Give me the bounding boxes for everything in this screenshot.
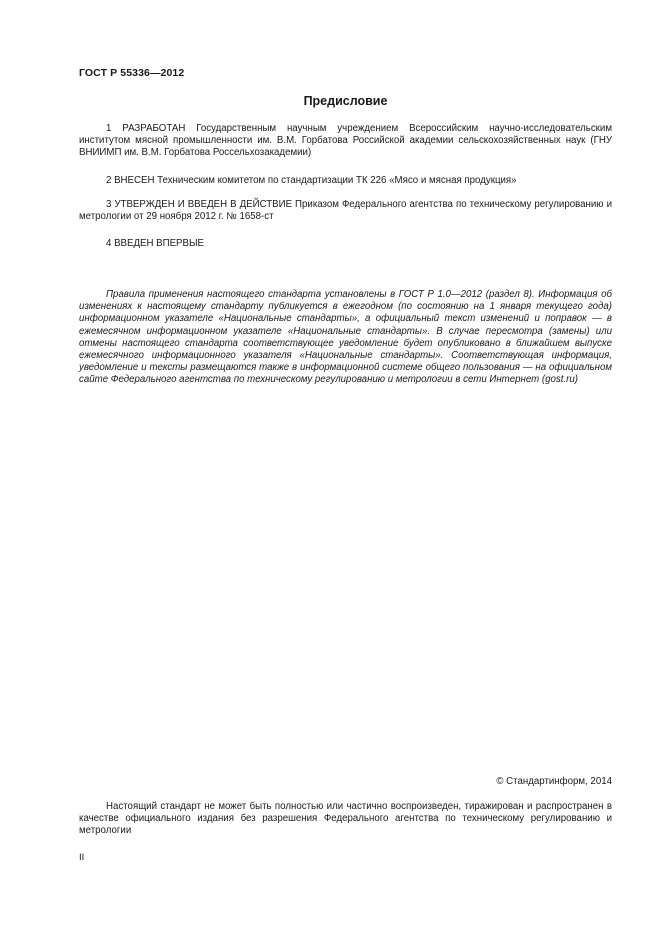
copyright-line: © Стандартинформ, 2014 bbox=[496, 776, 612, 787]
page-number: II bbox=[79, 852, 85, 863]
foreword-item-first-introduced: 4 ВВЕДЕН ВПЕРВЫЕ bbox=[106, 238, 205, 249]
foreword-item-introduced: 2 ВНЕСЕН Техническим комитетом по стандартизации ТК 226 «Мясо и мясная продукция» bbox=[106, 175, 517, 186]
section-title-foreword: Предисловие bbox=[303, 94, 388, 108]
document-code-header: ГОСТ Р 55336—2012 bbox=[79, 67, 185, 79]
reproduction-notice: Настоящий стандарт не может быть полностью или частично воспроизведен, тиражирован и распространен в качестве официального издания без разрешения Федерального агентства по техническому регулированию и метрологии bbox=[79, 801, 612, 837]
foreword-item-approved: 3 УТВЕРЖДЕН И ВВЕДЕН В ДЕЙСТВИЕ Приказом Федерального агентства по техническому регулированию и метрологии от 29 ноября 2012 г. № 1658-ст bbox=[79, 199, 612, 223]
foreword-item-developed: 1 РАЗРАБОТАН Государственным научным учреждением Всероссийским научно-исследовательским институтом мясной промышленности им. В.М. Горбатова Российской академии сельскохозяйственных наук (ГНУ ВНИИМП им. В.М. Горбатова Россельхозакадемии) bbox=[79, 123, 612, 159]
application-rules-note: Правила применения настоящего стандарта установлены в ГОСТ Р 1.0—2012 (раздел 8). Информация об изменениях к настоящему стандарту публикуется в ежегодном (по состоянию на 1 января текущего года) информационном указателе «Национальные стандарты», а официальный текст изменений и поправок — в ежемесячном информационном указателе «Национальные стандарты». В случае пересмотра (замены) или отмены настоящего стандарта соответствующее уведомление будет опубликовано в ближайшем выпуске ежемесячного информационного указателя «Национальные стандарты». Соответствующая информация, уведомление и тексты размещаются также в информационной системе общего пользования — на официальном сайте Федерального агентства по техническому регулированию и метрологии в сети Интернет (gost.ru) bbox=[79, 289, 612, 386]
